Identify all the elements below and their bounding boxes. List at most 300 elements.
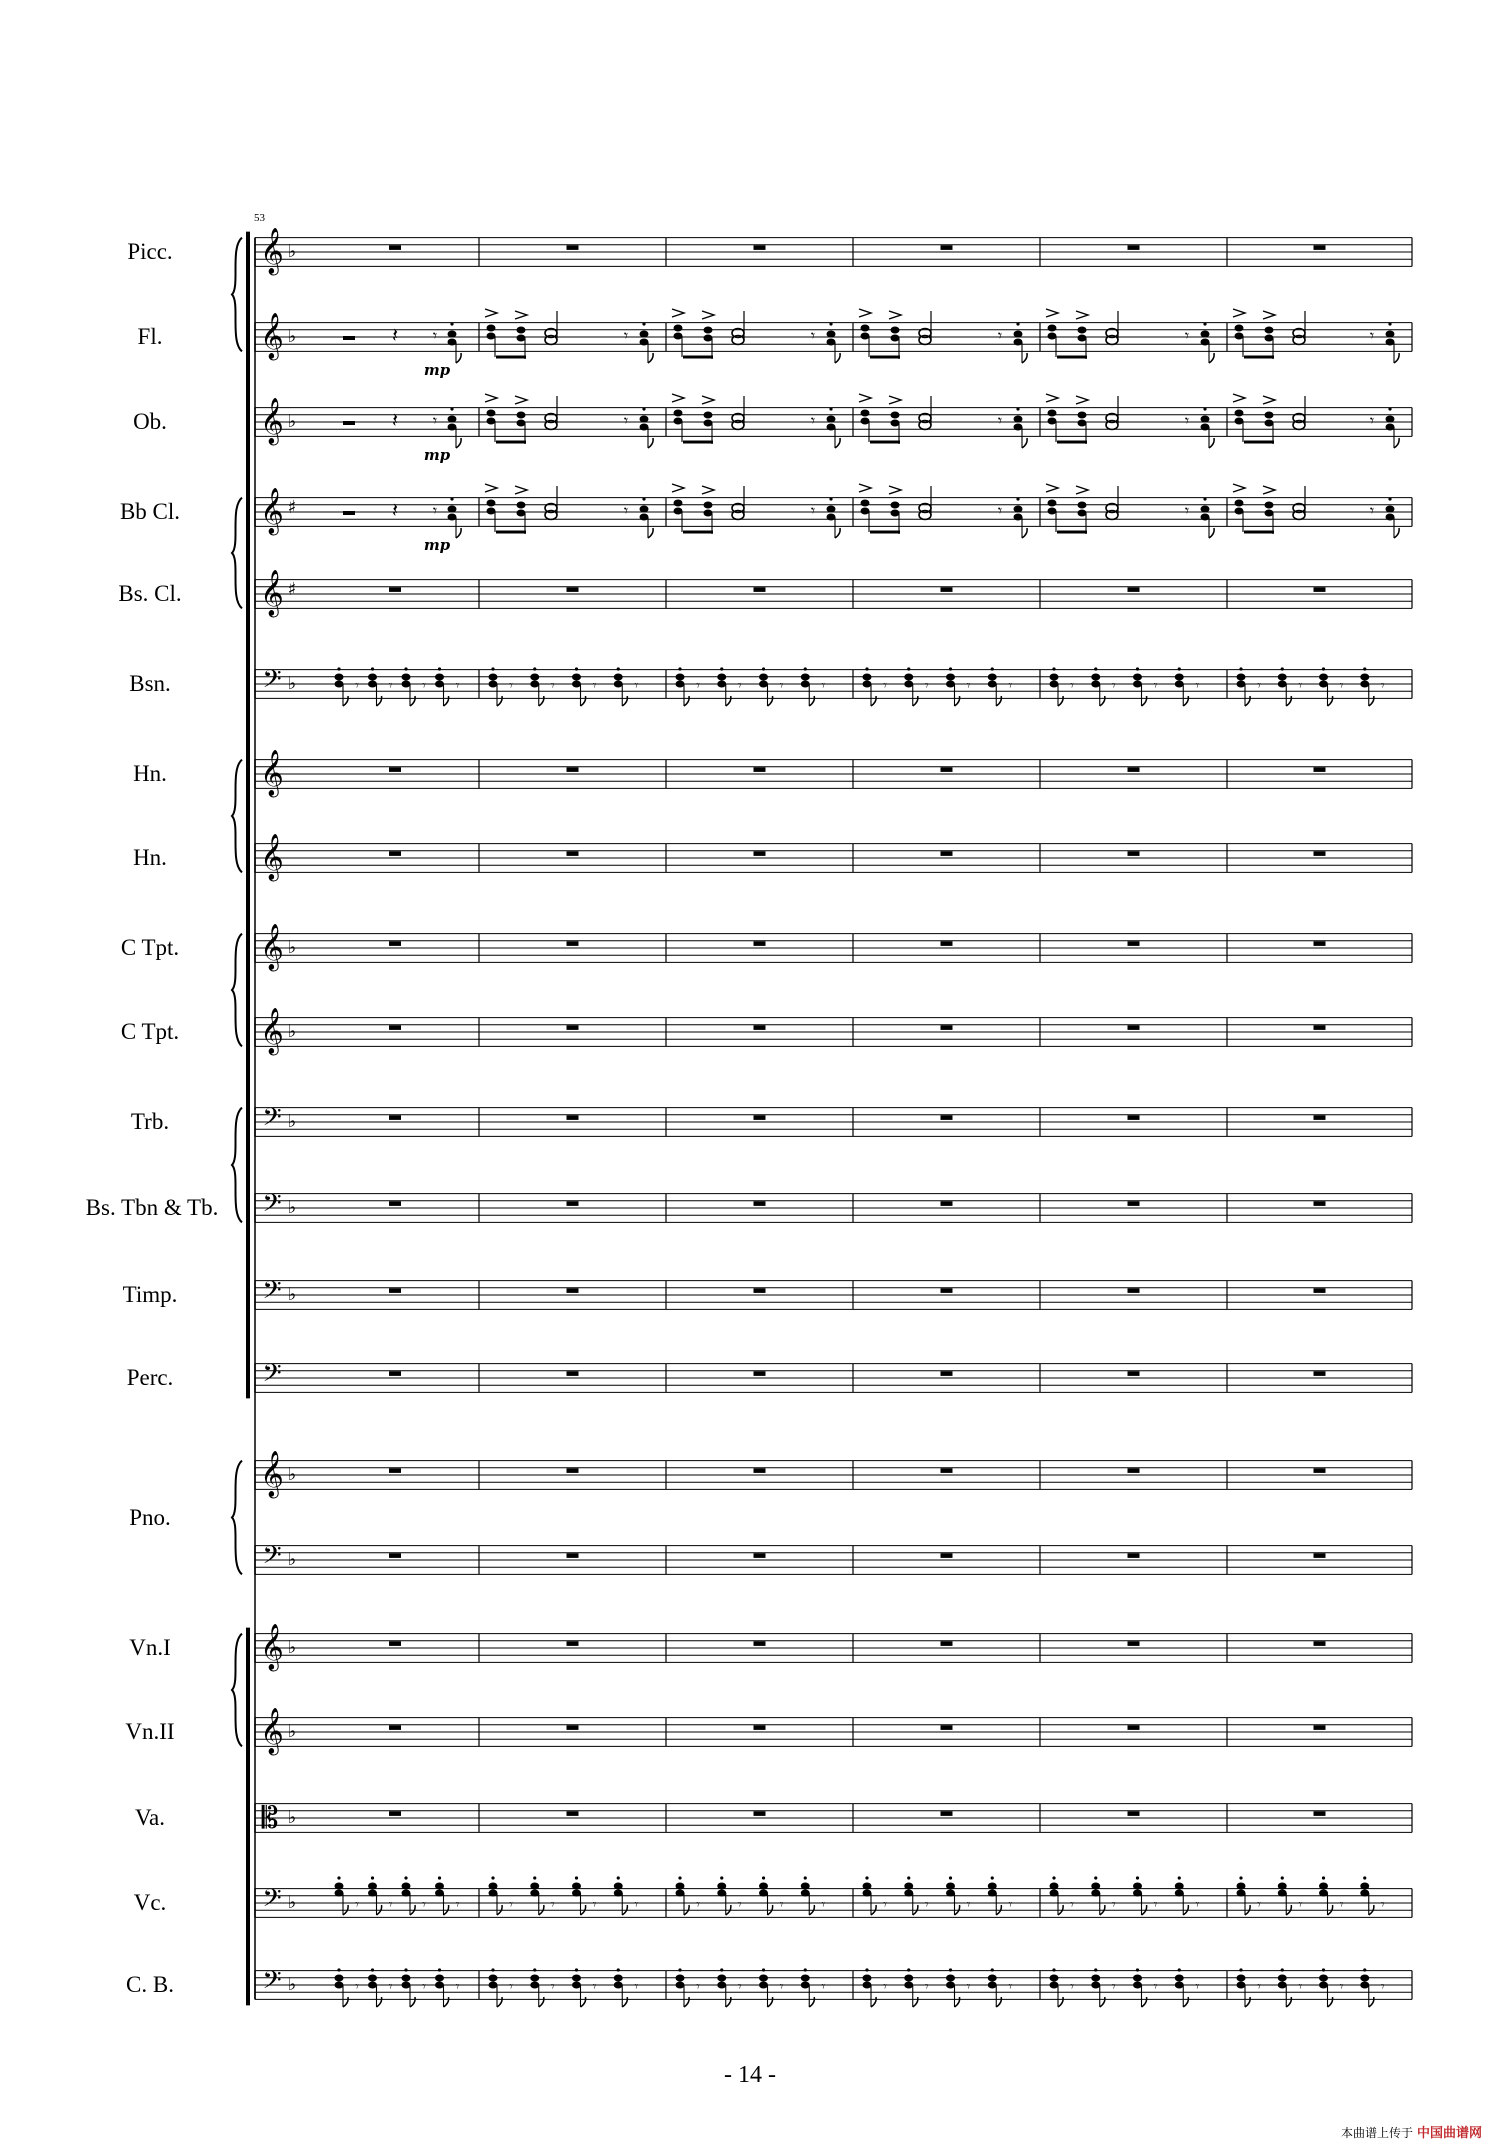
eighth-rest-icon: 𝄾 xyxy=(550,678,555,694)
note-head xyxy=(1265,335,1274,342)
eighth-rest-icon: 𝄾 xyxy=(1339,1897,1344,1913)
accent-mark xyxy=(1233,309,1245,317)
note-head xyxy=(801,1883,810,1890)
note-head xyxy=(517,412,526,419)
staccato-dot xyxy=(1281,667,1284,670)
eighth-rest-icon: 𝄾 xyxy=(509,1897,513,1913)
note-head xyxy=(1048,410,1057,417)
whole-rest-icon xyxy=(389,1025,401,1030)
flag xyxy=(456,528,461,538)
note-head xyxy=(1050,674,1059,681)
note-head xyxy=(448,514,457,521)
treble-clef-icon: 𝄞 xyxy=(260,834,284,880)
note-head xyxy=(1237,1982,1246,1989)
note-head xyxy=(489,1890,498,1897)
note-head xyxy=(487,418,496,425)
whole-rest-icon xyxy=(567,1725,579,1730)
eighth-rest-icon: 𝄾 xyxy=(388,1979,393,1995)
note-head xyxy=(801,1890,810,1897)
note-head xyxy=(335,681,344,688)
flag xyxy=(768,1997,773,2007)
staccato-dot xyxy=(907,667,910,670)
eighth-rest-icon: 𝄾 xyxy=(1008,1979,1013,1995)
staccato-dot xyxy=(438,1968,441,1971)
note-head xyxy=(674,508,683,515)
eighth-rest-icon: 𝄾 xyxy=(1298,1897,1303,1913)
whole-rest-icon xyxy=(941,1115,953,1120)
instrument-label-tpt2: C Tpt. xyxy=(120,1019,180,1044)
eighth-rest-icon: 𝄾 xyxy=(432,411,438,430)
staccato-dot xyxy=(991,1876,994,1879)
whole-rest-icon xyxy=(1128,767,1140,772)
staff-bsn xyxy=(255,665,1412,706)
note-head xyxy=(827,514,836,521)
whole-rest-icon xyxy=(754,245,766,250)
whole-rest-icon xyxy=(389,245,401,250)
note-head xyxy=(1014,514,1023,521)
staff-vn1 xyxy=(255,1624,1412,1672)
note-head xyxy=(1175,1975,1184,1982)
accent-mark xyxy=(1046,394,1058,402)
eighth-rest-icon: 𝄾 xyxy=(1008,678,1013,694)
note-head xyxy=(1175,1883,1184,1890)
whole-rest-icon xyxy=(754,1201,766,1206)
eighth-rest-icon: 𝄾 xyxy=(924,1979,929,1995)
whole-rest-icon xyxy=(1314,587,1326,592)
whole-rest-icon xyxy=(389,1371,401,1376)
eighth-rest-icon: 𝄾 xyxy=(883,1897,887,1913)
note-head xyxy=(704,502,713,509)
note-head xyxy=(335,1982,344,1989)
note-head xyxy=(448,506,457,513)
eighth-rest-icon: 𝄾 xyxy=(1380,678,1385,694)
staccato-dot xyxy=(865,1876,868,1879)
instrument-label-timp: Timp. xyxy=(122,1282,178,1307)
staccato-dot xyxy=(949,1968,952,1971)
note-head xyxy=(801,1975,810,1982)
instrument-label-tpt1: C Tpt. xyxy=(120,935,180,960)
note-head xyxy=(1091,674,1100,681)
staccato-dot xyxy=(1388,322,1391,325)
note-head xyxy=(1133,1890,1142,1897)
staccato-dot xyxy=(1094,667,1097,670)
flag xyxy=(1286,1997,1291,2007)
note-head xyxy=(335,1975,344,1982)
note-head xyxy=(1319,1975,1328,1982)
eighth-rest-icon: 𝄾 xyxy=(1380,1897,1385,1913)
staccato-dot xyxy=(1239,667,1242,670)
accent-mark xyxy=(1233,484,1245,492)
note-head xyxy=(368,1883,377,1890)
staff-tpt1 xyxy=(255,924,1412,972)
whole-rest-icon xyxy=(941,1025,953,1030)
staff-tpt2 xyxy=(255,1008,1412,1056)
staccato-dot xyxy=(762,1876,765,1879)
note-head xyxy=(640,514,649,521)
note-head xyxy=(435,674,444,681)
staccato-dot xyxy=(949,1876,952,1879)
eighth-rest-icon: 𝄾 xyxy=(388,678,393,694)
whole-rest-icon xyxy=(567,245,579,250)
note-head xyxy=(1278,1883,1287,1890)
note-head xyxy=(335,1883,344,1890)
flag xyxy=(622,696,627,706)
note-head xyxy=(676,1975,685,1982)
staccato-dot xyxy=(575,1968,578,1971)
note-head xyxy=(517,327,526,334)
eighth-rest-icon: 𝄾 xyxy=(821,678,826,694)
treble-clef-icon: 𝄞 xyxy=(260,1708,284,1754)
staff-ob xyxy=(255,394,1412,464)
note-head xyxy=(402,1975,411,1982)
instrument-label-va: Va. xyxy=(134,1805,166,1830)
staccato-dot xyxy=(865,1968,868,1971)
note-head xyxy=(1278,1890,1287,1897)
whole-rest-icon xyxy=(389,1553,401,1558)
staccato-dot xyxy=(642,497,645,500)
staff-fl xyxy=(255,309,1412,379)
flag xyxy=(456,353,461,363)
note-head xyxy=(946,1883,955,1890)
note-head xyxy=(1201,514,1210,521)
staccato-dot xyxy=(450,407,453,410)
note-head xyxy=(1319,674,1328,681)
treble-clef-icon: 𝄞 xyxy=(260,750,284,796)
note-head xyxy=(1133,1975,1142,1982)
note-head xyxy=(1091,681,1100,688)
note-head xyxy=(1175,681,1184,688)
flag xyxy=(1245,1997,1250,2007)
whole-rest-icon xyxy=(389,1201,401,1206)
staccato-dot xyxy=(617,667,620,670)
flag xyxy=(343,1997,348,2007)
eighth-rest-icon: 𝄾 xyxy=(1298,1979,1303,1995)
staff-brace xyxy=(232,760,242,873)
quarter-rest-icon: 𝄽 xyxy=(391,408,399,432)
flat-key-icon: ♭ xyxy=(287,1197,297,1218)
staccato-dot xyxy=(1052,1968,1055,1971)
staccato-dot xyxy=(491,1876,494,1879)
whole-rest-icon xyxy=(567,1115,579,1120)
flat-key-icon: ♭ xyxy=(287,1637,297,1658)
whole-rest-icon xyxy=(754,851,766,856)
note-head xyxy=(861,508,870,515)
note-head xyxy=(717,1883,726,1890)
note-head xyxy=(614,1883,623,1890)
note-head xyxy=(1360,674,1369,681)
flag xyxy=(835,438,840,448)
flag xyxy=(684,696,689,706)
note-head xyxy=(1050,1890,1059,1897)
note-head xyxy=(1235,410,1244,417)
whole-rest-icon xyxy=(567,1811,579,1816)
note-head xyxy=(904,1975,913,1982)
note-head xyxy=(614,681,623,688)
staccato-dot xyxy=(1016,322,1019,325)
note-head xyxy=(368,681,377,688)
note-head xyxy=(489,681,498,688)
note-head xyxy=(530,1975,539,1982)
note-head xyxy=(1386,416,1395,423)
flag xyxy=(648,353,653,363)
accent-mark xyxy=(672,484,684,492)
whole-rest-icon xyxy=(389,1641,401,1646)
eighth-rest-icon: 𝄾 xyxy=(592,1979,597,1995)
staccato-dot xyxy=(1203,407,1206,410)
whole-rest-icon xyxy=(754,1725,766,1730)
note-head xyxy=(759,1883,768,1890)
note-head xyxy=(801,1982,810,1989)
eighth-rest-icon: 𝄾 xyxy=(592,678,597,694)
note-head xyxy=(891,327,900,334)
flag xyxy=(377,1997,382,2007)
note-head xyxy=(489,1982,498,1989)
staccato-dot xyxy=(991,667,994,670)
note-head xyxy=(1048,500,1057,507)
note-head xyxy=(946,681,955,688)
instrument-label-vc: Vc. xyxy=(133,1890,167,1915)
sharp-key-icon: ♯ xyxy=(287,497,297,518)
note-head xyxy=(1175,1982,1184,1989)
staff-brace xyxy=(232,238,242,352)
note-head xyxy=(368,674,377,681)
staccato-dot xyxy=(1322,667,1325,670)
eighth-rest-icon: 𝄾 xyxy=(1111,1897,1116,1913)
flag xyxy=(1022,353,1027,363)
note-head xyxy=(1078,502,1087,509)
whole-rest-icon xyxy=(1314,1641,1326,1646)
note-head xyxy=(1237,1883,1246,1890)
staccato-dot xyxy=(1178,1876,1181,1879)
eighth-rest-icon: 𝄾 xyxy=(550,1979,555,1995)
note-head xyxy=(1048,325,1057,332)
note-head xyxy=(827,506,836,513)
note-head xyxy=(435,1883,444,1890)
whole-rest-icon xyxy=(567,1201,579,1206)
staff-vn2 xyxy=(255,1708,1412,1756)
note-head xyxy=(904,1890,913,1897)
flag xyxy=(1209,528,1214,538)
flag xyxy=(1286,696,1291,706)
note-head xyxy=(1235,325,1244,332)
whole-rest-icon xyxy=(941,1371,953,1376)
note-head xyxy=(891,502,900,509)
flag xyxy=(1100,1997,1105,2007)
accent-mark xyxy=(515,396,527,404)
eighth-rest-icon: 𝄾 xyxy=(1369,326,1375,345)
note-head xyxy=(1201,416,1210,423)
note-head xyxy=(863,1982,872,1989)
note-head xyxy=(1091,1975,1100,1982)
note-head xyxy=(1386,506,1395,513)
flat-key-icon: ♭ xyxy=(287,1021,297,1042)
staccato-dot xyxy=(865,667,868,670)
note-head xyxy=(402,1982,411,1989)
note-head xyxy=(1014,416,1023,423)
whole-rest-icon xyxy=(1128,1553,1140,1558)
note-head xyxy=(704,327,713,334)
note-head xyxy=(1133,1982,1142,1989)
flag xyxy=(1369,1997,1374,2007)
note-head xyxy=(614,1975,623,1982)
instrument-label-bstb: Bs. Tbn & Tb. xyxy=(85,1195,219,1220)
note-head xyxy=(572,1883,581,1890)
note-head xyxy=(704,420,713,427)
note-head xyxy=(988,1890,997,1897)
note-head xyxy=(674,325,683,332)
eighth-rest-icon: 𝄾 xyxy=(1257,1897,1261,1913)
whole-rest-icon xyxy=(754,941,766,946)
staccato-dot xyxy=(762,1968,765,1971)
note-head xyxy=(1278,1975,1287,1982)
note-head xyxy=(988,1975,997,1982)
note-head xyxy=(517,510,526,517)
staccato-dot xyxy=(1388,407,1391,410)
note-head xyxy=(891,412,900,419)
whole-rest-icon xyxy=(1314,1025,1326,1030)
staccato-dot xyxy=(404,667,407,670)
watermark-logo: 中国曲谱网 xyxy=(1416,2125,1482,2140)
staccato-dot xyxy=(617,1968,620,1971)
note-head xyxy=(676,1883,685,1890)
note-head xyxy=(1050,1982,1059,1989)
staff-brace xyxy=(232,934,242,1047)
note-head xyxy=(1048,508,1057,515)
note-head xyxy=(988,1982,997,1989)
note-head xyxy=(946,1890,955,1897)
staccato-dot xyxy=(804,667,807,670)
note-head xyxy=(487,325,496,332)
eighth-rest-icon: 𝄾 xyxy=(550,1897,555,1913)
staccato-dot xyxy=(804,1876,807,1879)
note-head xyxy=(1048,418,1057,425)
staff-timp xyxy=(255,1276,1412,1311)
eighth-rest-icon: 𝄾 xyxy=(1380,1979,1385,1995)
whole-rest-icon xyxy=(389,941,401,946)
note-head xyxy=(801,681,810,688)
note-head xyxy=(676,1890,685,1897)
note-head xyxy=(759,1890,768,1897)
eighth-rest-icon: 𝄾 xyxy=(1369,501,1375,520)
note-head xyxy=(435,1982,444,1989)
eighth-rest-icon: 𝄾 xyxy=(997,326,1003,345)
flag xyxy=(809,1997,814,2007)
note-head xyxy=(1386,424,1395,431)
note-head xyxy=(1091,1883,1100,1890)
staccato-dot xyxy=(575,667,578,670)
staccato-dot xyxy=(337,667,340,670)
note-head xyxy=(530,681,539,688)
note-head xyxy=(674,418,683,425)
note-head xyxy=(448,424,457,431)
staccato-dot xyxy=(1281,1876,1284,1879)
note-head xyxy=(759,681,768,688)
note-head xyxy=(614,1890,623,1897)
note-head xyxy=(1201,506,1210,513)
eighth-rest-icon: 𝄾 xyxy=(737,1897,742,1913)
staccato-dot xyxy=(1203,497,1206,500)
staccato-dot xyxy=(1239,1876,1242,1879)
staccato-dot xyxy=(1281,1968,1284,1971)
flag xyxy=(1022,528,1027,538)
whole-rest-icon xyxy=(1128,587,1140,592)
note-head xyxy=(368,1982,377,1989)
note-head xyxy=(517,502,526,509)
note-head xyxy=(487,333,496,340)
eighth-rest-icon: 𝄾 xyxy=(422,1897,426,1913)
whole-rest-icon xyxy=(754,587,766,592)
flag xyxy=(726,1997,731,2007)
accent-mark xyxy=(702,311,714,319)
note-head xyxy=(827,331,836,338)
staccato-dot xyxy=(404,1876,407,1879)
whole-rest-icon xyxy=(754,1553,766,1558)
staccato-dot xyxy=(450,497,453,500)
note-head xyxy=(891,335,900,342)
flag xyxy=(835,353,840,363)
whole-rest-icon xyxy=(389,1468,401,1473)
note-head xyxy=(1319,1982,1328,1989)
flag xyxy=(497,1997,502,2007)
note-head xyxy=(517,420,526,427)
whole-rest-icon xyxy=(389,1115,401,1120)
eighth-rest-icon: 𝄾 xyxy=(810,326,816,345)
whole-rest-icon xyxy=(567,851,579,856)
flag xyxy=(581,1997,586,2007)
note-head xyxy=(1014,331,1023,338)
instrument-label-cb: C. B. xyxy=(126,1972,174,1997)
staccato-dot xyxy=(1136,667,1139,670)
eighth-rest-icon: 𝄾 xyxy=(432,326,438,345)
note-head xyxy=(335,674,344,681)
note-head xyxy=(572,674,581,681)
whole-rest-icon xyxy=(1314,1288,1326,1293)
staccato-dot xyxy=(438,667,441,670)
note-head xyxy=(614,1982,623,1989)
note-head xyxy=(1278,681,1287,688)
whole-rest-icon xyxy=(1128,1641,1140,1646)
flag xyxy=(497,696,502,706)
staccato-dot xyxy=(829,407,832,410)
whole-rest-icon xyxy=(941,1553,953,1558)
flag xyxy=(1369,696,1374,706)
whole-rest-icon xyxy=(1314,941,1326,946)
note-head xyxy=(1050,681,1059,688)
treble-clef-icon: 𝄞 xyxy=(260,313,284,359)
staccato-dot xyxy=(907,1968,910,1971)
note-head xyxy=(448,339,457,346)
note-head xyxy=(676,1982,685,1989)
note-head xyxy=(717,1982,726,1989)
eighth-rest-icon: 𝄾 xyxy=(1153,1897,1158,1913)
whole-rest-icon xyxy=(1314,1468,1326,1473)
treble-clef-icon: 𝄞 xyxy=(260,1624,284,1670)
note-head xyxy=(891,420,900,427)
note-head xyxy=(827,416,836,423)
watermark xyxy=(1341,2122,1482,2141)
note-head xyxy=(1237,681,1246,688)
eighth-rest-icon: 𝄾 xyxy=(1153,1979,1158,1995)
staccato-dot xyxy=(1322,1876,1325,1879)
note-head xyxy=(1078,327,1087,334)
eighth-rest-icon: 𝄾 xyxy=(779,678,784,694)
whole-rest-icon xyxy=(941,1201,953,1206)
flat-key-icon: ♭ xyxy=(287,1464,297,1485)
note-head xyxy=(640,416,649,423)
flag xyxy=(1209,438,1214,448)
flat-key-icon: ♭ xyxy=(287,241,297,262)
note-head xyxy=(530,1883,539,1890)
